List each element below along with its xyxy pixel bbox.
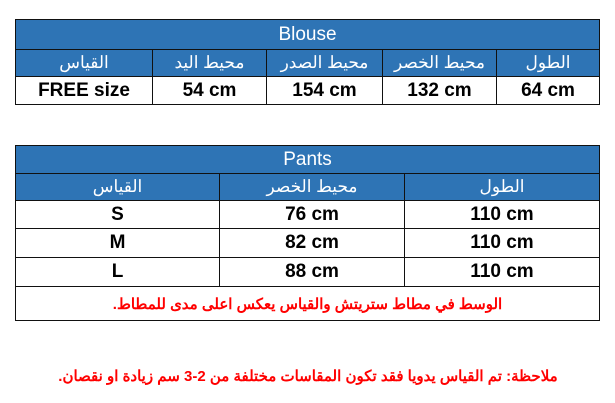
blouse-waist-value: 132 cm	[383, 77, 497, 105]
pants-size-value: L	[16, 258, 220, 287]
pants-length-value: 110 cm	[405, 201, 600, 229]
pants-waist-value: 82 cm	[220, 229, 405, 258]
blouse-chest-value: 154 cm	[267, 77, 383, 105]
pants-size-value: S	[16, 201, 220, 229]
pants-length-value: 110 cm	[405, 229, 600, 258]
pants-waist-value: 88 cm	[220, 258, 405, 287]
blouse-header-size: القياس	[16, 50, 153, 77]
pants-header-size: القياس	[16, 174, 220, 201]
blouse-header-length: الطول	[497, 50, 600, 77]
table-row	[16, 258, 600, 287]
pants-waist-value: 76 cm	[220, 201, 405, 229]
pants-header-waist: محيط الخصر	[220, 174, 405, 201]
blouse-arm-value: 54 cm	[153, 77, 267, 105]
pants-title: Pants	[16, 146, 600, 174]
pants-length-value: 110 cm	[405, 258, 600, 287]
pants-waist-note: الوسط في مطاط ستريتش والقياس يعكس اعلى مدى للمطاط.	[16, 287, 600, 321]
blouse-title: Blouse	[16, 20, 600, 50]
table-row	[16, 201, 600, 229]
blouse-size-value: FREE size	[16, 77, 153, 105]
pants-size-table	[15, 145, 600, 321]
blouse-header-waist: محيط الخصر	[383, 50, 497, 77]
table-row	[16, 229, 600, 258]
blouse-length-value: 64 cm	[497, 77, 600, 105]
measurement-disclaimer: ملاحظة: تم القياس يدويا فقد تكون المقاسات مختلفة من 2-3 سم زيادة او نقصان.	[58, 368, 558, 385]
pants-size-value: M	[16, 229, 220, 258]
pants-header-length: الطول	[405, 174, 600, 201]
blouse-size-table	[15, 19, 600, 105]
blouse-header-chest: محيط الصدر	[267, 50, 383, 77]
blouse-header-arm: محيط اليد	[153, 50, 267, 77]
